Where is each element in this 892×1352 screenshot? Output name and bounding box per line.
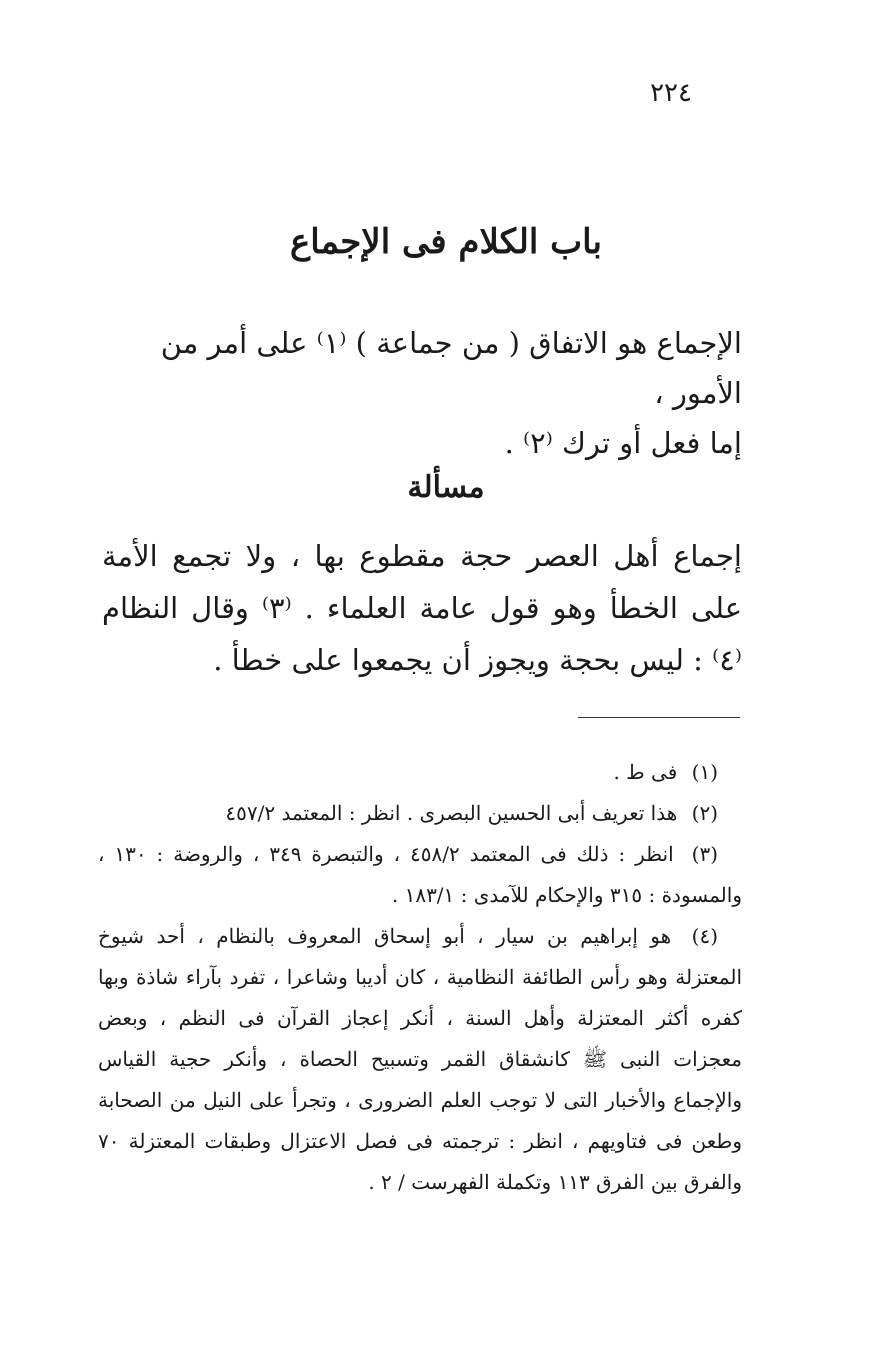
- section-title: مسألة: [407, 470, 485, 505]
- footnote-text: هذا تعريف أبى الحسين البصرى . انظر : المعتمد ٤٥٧/٢: [225, 801, 678, 825]
- footnote-divider: [578, 717, 740, 718]
- body-paragraph: إجماع أهل العصر حجة مقطوع بها ، ولا تجمع الأمة على الخطأ وهو قول عامة العلماء . ⁽٣⁾ وقال النظام ⁽٤⁾ : ليس بحجة ويجوز أن يجمعوا على خطأ .: [102, 539, 742, 677]
- definition-paragraph: [142, 318, 742, 468]
- footnote-text: انظر : ذلك فى المعتمد ٤٥٨/٢ ، والتبصرة ٣٤٩ ، والروضة : ١٣٠ ، والمسودة : ٣١٥ والإحكام للآمدى : ١٨٣/١ .: [98, 842, 742, 907]
- footnote-text: فى ط .: [613, 760, 678, 784]
- footnote-number: (٢): [691, 801, 718, 825]
- footnote-text: هو إبراهيم بن سيار ، أبو إسحاق المعروف بالنظام ، أحد شيوخ المعتزلة وهو رأس الطائفة النظامية ، كان أديبا وشاعرا ، تفرد بآراء شاذة وبها كفره أكثر المعتزلة وأهل السنة ، أنكر إعجاز القرآن فى النظم ، وبعض معجزات النبى ﷺ كانشقاق القمر وتسبيح الحصاة ، وأنكر حجية القياس والإجماع والأخبار التى لا توجب العلم الضرورى ، وتجرأ على النيل من الصحابة وطعن فى فتاويهم ، انظر : ترجمته فى فصل الاعتزال وطبقات المعتزلة ٧٠ والفرق بين الفرق ١١٣ وتكملة الفهرست / ٢ .: [98, 924, 742, 1194]
- footnote-4: [98, 916, 742, 1203]
- definition-line-2: إما فعل أو ترك ⁽٢⁾ .: [504, 426, 742, 460]
- chapter-title: باب الكلام فى الإجماع: [289, 222, 602, 262]
- footnotes: [98, 752, 742, 1203]
- definition-line-1: الإجماع هو الاتفاق ( من جماعة ) ⁽١⁾ على أمر من الأمور ،: [160, 326, 742, 410]
- footnote-number: (٤): [691, 924, 718, 948]
- footnote-1: [98, 752, 742, 793]
- footnote-3: [98, 834, 742, 916]
- footnote-number: (٣): [691, 842, 718, 866]
- page-number: ٢٢٤: [650, 78, 692, 108]
- footnote-number: (١): [691, 760, 718, 784]
- footnote-2: [98, 793, 742, 834]
